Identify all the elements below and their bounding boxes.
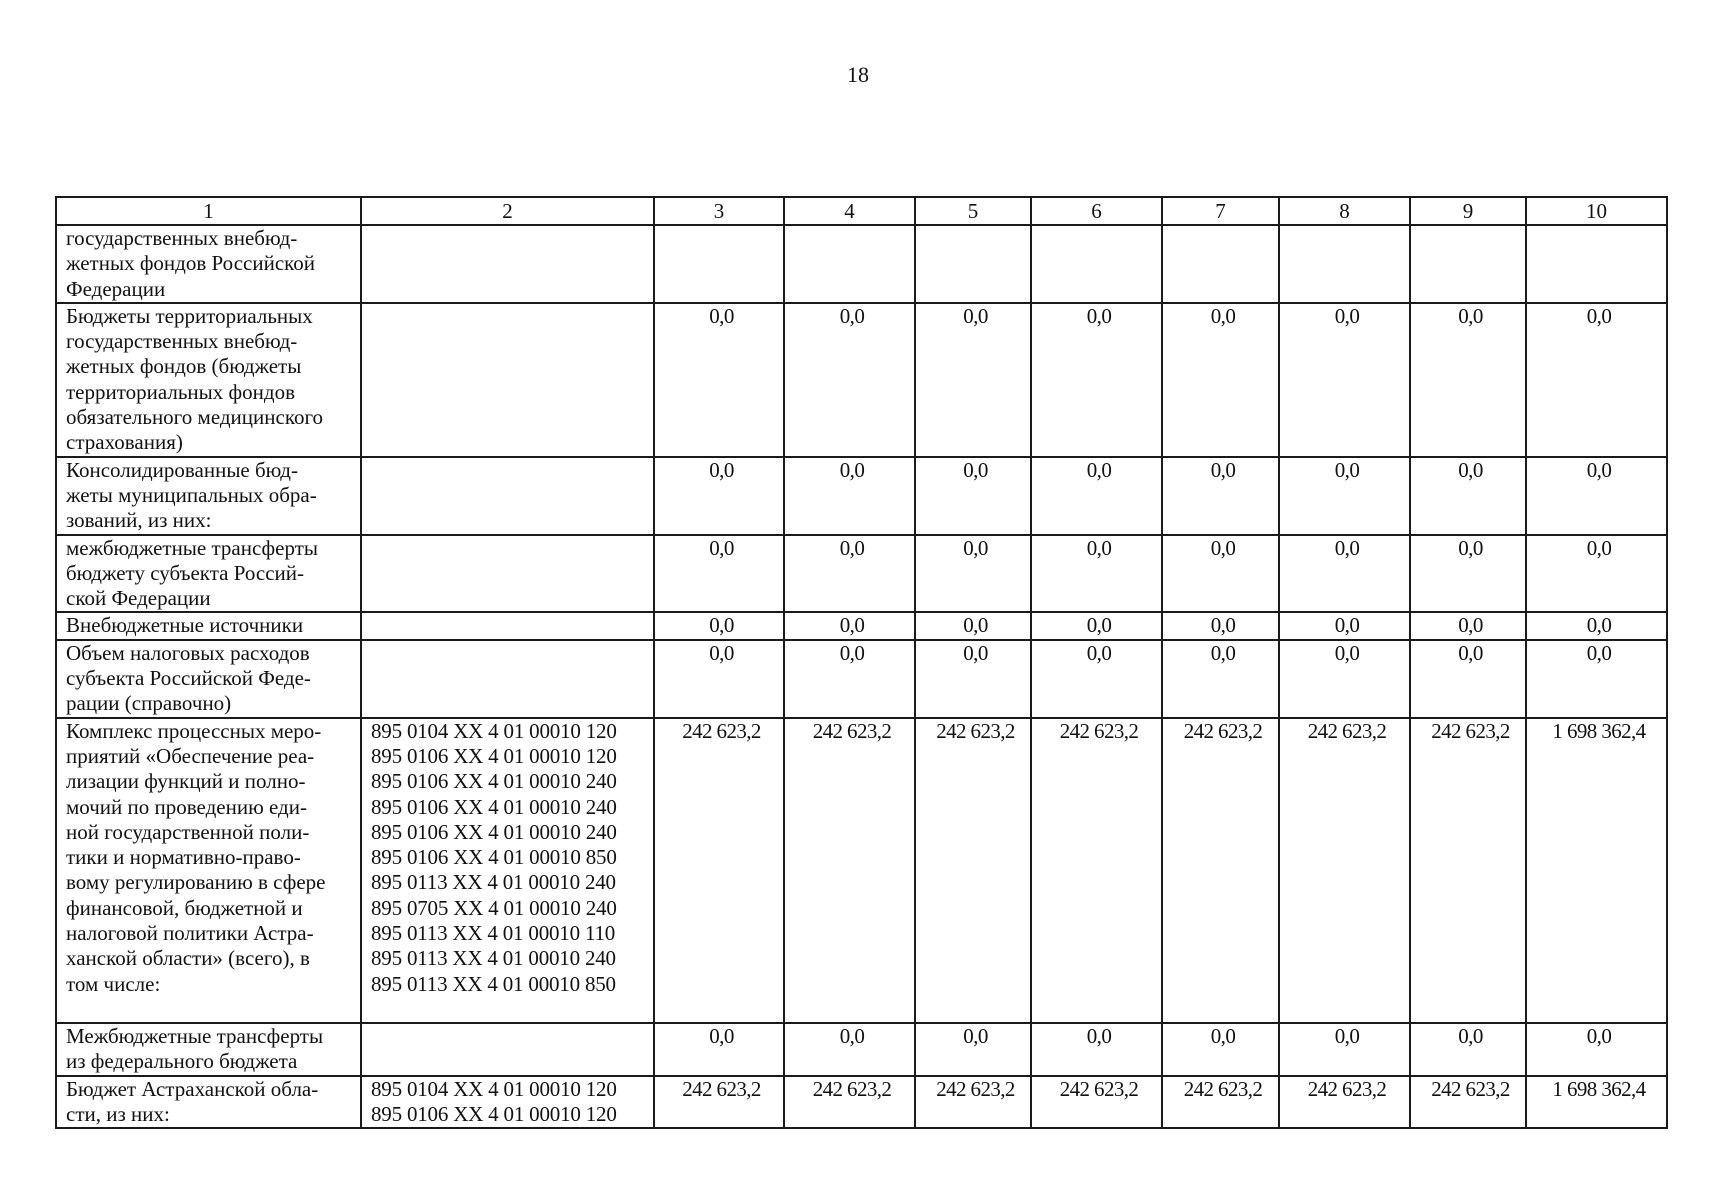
value-cell: 0,0: [1031, 535, 1162, 613]
value-cell: 0,0: [1410, 535, 1526, 613]
table-row: [56, 303, 1667, 457]
value-cell: 0,0: [1031, 1023, 1162, 1076]
value-cell: 0,0: [1279, 640, 1410, 718]
value-cell: 0,0: [1410, 612, 1526, 639]
value-cell: 242 623,2: [654, 1076, 784, 1129]
value-cell: [1031, 225, 1162, 303]
budget-code-cell: [361, 457, 654, 535]
value-cell: 0,0: [915, 457, 1031, 535]
table-row: [56, 225, 1667, 303]
table-row: [56, 1076, 1667, 1129]
value-cell: 0,0: [654, 612, 784, 639]
row-name-cell: Объем налоговых расходов субъекта Российской Феде- рации (справочно): [56, 640, 361, 718]
table-row: [56, 535, 1667, 613]
value-cell: 0,0: [915, 303, 1031, 457]
total-value-cell: 0,0: [1526, 535, 1667, 613]
budget-code-cell: [361, 225, 654, 303]
column-number-row: [56, 197, 1667, 225]
budget-code-cell: [361, 535, 654, 613]
value-cell: 0,0: [1162, 612, 1279, 639]
column-header: 3: [654, 197, 784, 225]
value-cell: 0,0: [1410, 457, 1526, 535]
value-cell: 242 623,2: [784, 718, 915, 1023]
table-row: [56, 718, 1667, 1023]
value-cell: 242 623,2: [915, 718, 1031, 1023]
value-cell: 0,0: [654, 640, 784, 718]
budget-code-cell: [361, 640, 654, 718]
column-header: 8: [1279, 197, 1410, 225]
total-value-cell: 0,0: [1526, 612, 1667, 639]
row-name-cell: Внебюджетные источники: [56, 612, 361, 639]
value-cell: 242 623,2: [654, 718, 784, 1023]
value-cell: 242 623,2: [1162, 1076, 1279, 1129]
column-header: 2: [361, 197, 654, 225]
value-cell: 0,0: [1279, 535, 1410, 613]
value-cell: 0,0: [784, 535, 915, 613]
table-row: [56, 612, 1667, 639]
column-header: 10: [1526, 197, 1667, 225]
row-name-cell: Бюджет Астраханской обла- сти, из них:: [56, 1076, 361, 1129]
value-cell: 242 623,2: [1279, 1076, 1410, 1129]
total-value-cell: 0,0: [1526, 1023, 1667, 1076]
value-cell: 0,0: [1031, 612, 1162, 639]
value-cell: 0,0: [1410, 1023, 1526, 1076]
value-cell: [654, 225, 784, 303]
table-row: [56, 1023, 1667, 1076]
value-cell: 0,0: [1410, 303, 1526, 457]
value-cell: 0,0: [915, 640, 1031, 718]
column-header: 5: [915, 197, 1031, 225]
total-value-cell: [1526, 225, 1667, 303]
value-cell: 0,0: [784, 612, 915, 639]
value-cell: 0,0: [1162, 640, 1279, 718]
value-cell: 242 623,2: [1162, 718, 1279, 1023]
value-cell: 0,0: [1279, 457, 1410, 535]
column-header: 6: [1031, 197, 1162, 225]
value-cell: 0,0: [784, 1023, 915, 1076]
value-cell: [1279, 225, 1410, 303]
value-cell: 0,0: [654, 1023, 784, 1076]
value-cell: 242 623,2: [1031, 718, 1162, 1023]
value-cell: 0,0: [1410, 640, 1526, 718]
budget-code-cell: 895 0104 XX 4 01 00010 120 895 0106 XX 4 01 00010 120 895 0106 XX 4 01 00010 240 895 0106 XX 4 01 00010 240 895 0106 XX 4 01 00010 240 895 0106 XX 4 01 00010 850 895 0113 XX 4 01 00010 240 895 0705 XX 4 01 00010 240 895 0113 XX 4 01 00010 110 895 0113 XX 4 01 00010 240 895 0113 XX 4 01 00010 850: [361, 718, 654, 1023]
value-cell: 0,0: [1031, 303, 1162, 457]
total-value-cell: 1 698 362,4: [1526, 718, 1667, 1023]
value-cell: 242 623,2: [915, 1076, 1031, 1129]
value-cell: 0,0: [1162, 535, 1279, 613]
total-value-cell: 1 698 362,4: [1526, 1076, 1667, 1129]
column-header: 1: [56, 197, 361, 225]
value-cell: 0,0: [915, 535, 1031, 613]
row-name-cell: Консолидированные бюд- жеты муниципальных обра- зований, из них:: [56, 457, 361, 535]
value-cell: 0,0: [654, 303, 784, 457]
value-cell: [915, 225, 1031, 303]
total-value-cell: 0,0: [1526, 303, 1667, 457]
value-cell: 242 623,2: [784, 1076, 915, 1129]
value-cell: [784, 225, 915, 303]
value-cell: 0,0: [1031, 457, 1162, 535]
budget-code-cell: [361, 1023, 654, 1076]
value-cell: 242 623,2: [1410, 718, 1526, 1023]
value-cell: 0,0: [1162, 457, 1279, 535]
value-cell: 0,0: [915, 612, 1031, 639]
value-cell: 0,0: [1279, 1023, 1410, 1076]
row-name-cell: Комплекс процессных меро- приятий «Обеспечение реа- лизации функций и полно- мочий по проведению еди- ной государственной поли- тики и нормативно-право- вому регулированию в сфере финансовой, бюджетной и налоговой политики Астра- ханской области» (всего), в том числе:: [56, 718, 361, 1023]
value-cell: 242 623,2: [1279, 718, 1410, 1023]
value-cell: 0,0: [1162, 1023, 1279, 1076]
budget-code-cell: [361, 303, 654, 457]
value-cell: 242 623,2: [1031, 1076, 1162, 1129]
value-cell: 0,0: [1279, 303, 1410, 457]
budget-table: [55, 196, 1668, 1129]
value-cell: 242 623,2: [1410, 1076, 1526, 1129]
total-value-cell: 0,0: [1526, 640, 1667, 718]
row-name-cell: Бюджеты территориальных государственных внебюд- жетных фондов (бюджеты территориальных фондов обязательного медицинского страхования): [56, 303, 361, 457]
value-cell: 0,0: [784, 303, 915, 457]
value-cell: 0,0: [784, 457, 915, 535]
column-header: 4: [784, 197, 915, 225]
value-cell: 0,0: [654, 535, 784, 613]
value-cell: 0,0: [784, 640, 915, 718]
value-cell: 0,0: [1031, 640, 1162, 718]
budget-code-cell: [361, 612, 654, 639]
value-cell: 0,0: [1162, 303, 1279, 457]
row-name-cell: межбюджетные трансферты бюджету субъекта Россий- ской Федерации: [56, 535, 361, 613]
value-cell: [1162, 225, 1279, 303]
row-name-cell: государственных внебюд- жетных фондов Российской Федерации: [56, 225, 361, 303]
column-header: 7: [1162, 197, 1279, 225]
table-row: [56, 640, 1667, 718]
column-header: 9: [1410, 197, 1526, 225]
row-name-cell: Межбюджетные трансферты из федерального бюджета: [56, 1023, 361, 1076]
value-cell: [1410, 225, 1526, 303]
table-row: [56, 457, 1667, 535]
value-cell: 0,0: [915, 1023, 1031, 1076]
page-number: 18: [847, 62, 869, 87]
value-cell: 0,0: [654, 457, 784, 535]
budget-code-cell: 895 0104 XX 4 01 00010 120 895 0106 XX 4 01 00010 120: [361, 1076, 654, 1129]
value-cell: 0,0: [1279, 612, 1410, 639]
total-value-cell: 0,0: [1526, 457, 1667, 535]
